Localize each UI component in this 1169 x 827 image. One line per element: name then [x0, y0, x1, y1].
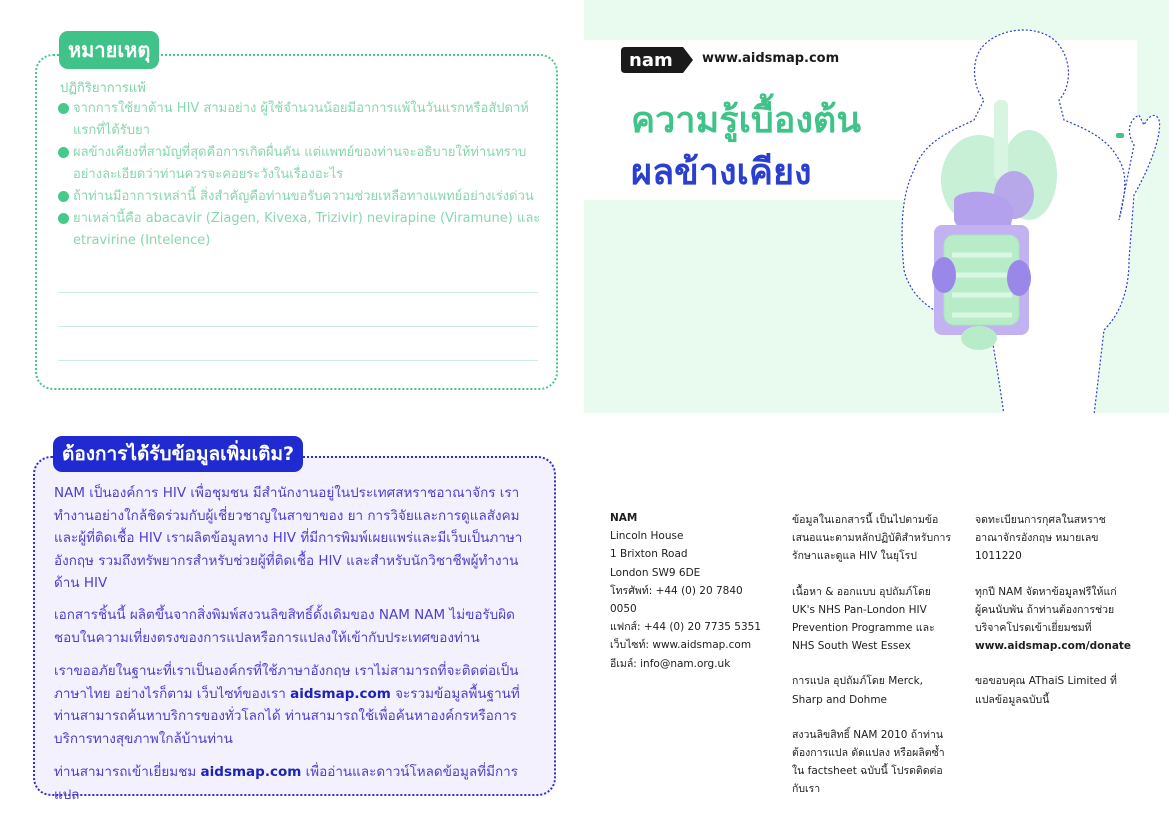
- writing-line: [58, 326, 538, 327]
- more-info-paragraph: ท่านสามารถเข้าเยี่ยมชม aidsmap.com เพื่ออ่านและดาวน์โหลดข้อมูลที่มีการแปล: [54, 764, 519, 803]
- nam-logo: [621, 47, 693, 73]
- svg-text:nam: nam: [629, 50, 673, 71]
- credits-paragraph: สงวนลิขสิทธิ์ NAM 2010 ถ้าท่านต้องการแปล ดัดแปลง หรือผลิตซ้ำใน factsheet ฉบับนี้ โปรดติดต่อกับเรา: [792, 728, 945, 796]
- charity-paragraph: ขอขอบคุณ AThaiS Limited ที่แปลข้อมูลฉบับนี้: [975, 675, 1117, 706]
- contact-column: [610, 509, 770, 673]
- aidsmap-link[interactable]: aidsmap.com: [290, 685, 391, 702]
- cover-title: ความรู้เบื้องต้น: [631, 100, 861, 141]
- address-line: 1 Brixton Road: [610, 548, 688, 561]
- more-info-paragraph: NAM เป็นองค์การ HIV เพื่อชุมชน มีสำนักงานอยู่ในประเทศสหราชอาณาจักร เราทำงานอย่างใกล้ชิดร่วมกับผู้เชี่ยวชาญในสาขาของ ยา การวิจัยและการดูแลสังคม และผู้ที่ติดเชื้อ HIV เราผลิตข้อมูลทาง HIV ที่มีการพิมพ์เผยแพร่และมีเว็บเป็นภาษาอังกฤษ รวมถึงทรัพยากรสำหรับช่วยผู้ที่ติดเชื้อ HIV และสำหรับนักวิชาชีพผู้ทำงานด้าน HIV: [54, 485, 523, 591]
- aidsmap-link[interactable]: aidsmap.com: [200, 764, 302, 780]
- charity-paragraph: ทุกปี NAM จัดหาข้อมูลฟรีให้แก่ผู้คนนับพัน ถ้าท่านต้องการช่วยบริจาคโปรดเข้าเยี่ยมชมที่ www.aidsmap.com/donate: [975, 585, 1132, 653]
- more-info-title: ต้องการได้รับข้อมูลเพิ่มเติม?: [53, 436, 303, 472]
- org-name: NAM: [610, 512, 638, 524]
- credits-paragraph: ข้อมูลในเอกสารนี้ เป็นไปตามข้อเสนอแนะตามหลักปฏิบัติสำหรับการรักษาและดูแล HIV ในยุโรป: [792, 514, 952, 563]
- notes-subtitle: ปฏิกิริยาการแพ้: [60, 81, 146, 96]
- cover-panel: [584, 0, 1169, 413]
- writing-line: [58, 292, 538, 293]
- email[interactable]: อีเมล์: info@nam.org.uk: [610, 657, 731, 670]
- body-illustration: [894, 20, 1169, 413]
- list-item: ผลข้างเคียงที่สามัญที่สุดคือการเกิดผื่นคัน แต่แพทย์ของท่านจะอธิบายให้ท่านทราบอย่างละเอียดว่าท่านควรจะคอยระวังในเรื่องอะไร: [58, 142, 548, 186]
- list-item: ถ้าท่านมีอาการเหล่านี้ สิ่งสำคัญคือท่านขอรับความช่วยเหลือทางแพทย์อย่างเร่งด่วน: [58, 186, 548, 208]
- site-url[interactable]: www.aidsmap.com: [702, 51, 840, 66]
- address-line: London SW9 6DE: [610, 566, 701, 579]
- charity-column: [975, 511, 1135, 709]
- donate-link[interactable]: www.aidsmap.com/donate: [975, 640, 1132, 653]
- phone: โทรศัพท์: +44 (0) 20 7840 0050: [610, 584, 743, 616]
- fax: แฟกส์: +44 (0) 20 7735 5351: [610, 621, 762, 634]
- address-line: Lincoln House: [610, 530, 684, 543]
- writing-line: [58, 360, 538, 361]
- credits-paragraph: การแปล อุปถัมภ์โดย Merck, Sharp and Dohme: [792, 675, 924, 706]
- more-info-paragraph: เราขออภัยในฐานะที่เราเป็นองค์กรที่ใช้ภาษาอังกฤษ เราไม่สามารถที่จะติดต่อเป็นภาษาไทย อย่างไรก็ตาม เว็บไซท์ของเรา aidsmap.com จะรวมข้อมูลพื้นฐานที่ท่านสามารถค้นหาบริการของทั่วโลกได้ ท่านสามารถใช้เพื่อค้นหาองค์กรหรือการบริการทางสุขภาพใกล้บ้านท่าน: [54, 663, 520, 747]
- more-info-paragraph: เอกสารชิ้นนี้ ผลิตขึ้นจากสิ่งพิมพ์สงวนลิขสิทธิ์ดั้งเดิมของ NAM NAM ไม่ขอรับผิดชอบในความเที่ยงตรงของการแปลหรือการแปลงให้เข้ากับประเทศของท่าน: [54, 607, 515, 646]
- list-item: จากการใช้ยาต้าน HIV สามอย่าง ผู้ใช้จำนวนน้อยมีอาการแพ้ในวันแรกหรือสัปดาห์แรกที่ได้รับยา: [58, 98, 548, 142]
- credits-column: [792, 511, 954, 799]
- website[interactable]: เว็บไซท์: www.aidsmap.com: [610, 639, 752, 652]
- notes-title: หมายเหตุ: [59, 31, 159, 69]
- charity-paragraph: จดทะเบียนการกุศลในสหราชอาณาจักรอังกฤษ หมายเลข 1011220: [975, 514, 1106, 563]
- credits-paragraph: เนื้อหา & ออกแบบ อุปถัมภ์โดย UK's NHS Pan-London HIV Prevention Programme และ NHS South West Essex: [792, 585, 935, 653]
- notes-list: [58, 98, 548, 252]
- list-item: ยาเหล่านี้คือ abacavir (Ziagen, Kivexa, Trizivir) nevirapine (Viramune) และ etravirine (Intelence): [58, 208, 548, 252]
- cover-subtitle: ผลข้างเคียง: [631, 152, 812, 193]
